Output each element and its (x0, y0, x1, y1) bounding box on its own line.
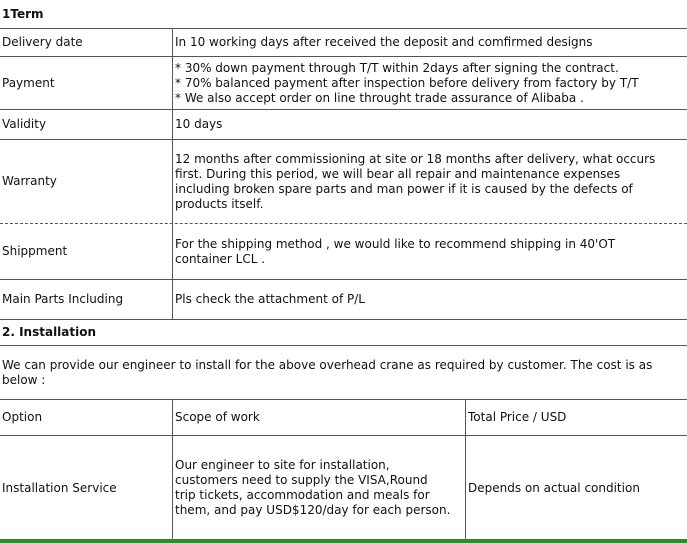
header-price: Total Price / USD (468, 410, 567, 424)
row-value: * 30% down payment through T/T within 2days after signing the contract. * 70% balanced payment after inspection before delivery from factory by T/T * We also accept order on line throught trade assurance of Alibaba . (175, 60, 639, 105)
table-row-warranty (0, 140, 687, 223)
row-label: Main Parts Including (2, 292, 124, 306)
installation-table-header (0, 400, 687, 435)
term-section-title: 1Term (2, 6, 44, 21)
table-row-shippment (0, 224, 687, 279)
table-row-main-parts (0, 280, 687, 319)
row-value: For the shipping method , we would like to recommend shipping in 40'OT container LCL . (175, 236, 616, 266)
row-label: Warranty (2, 174, 57, 188)
row-value: 10 days (175, 117, 223, 131)
divider (0, 139, 687, 140)
header-scope: Scope of work (175, 410, 260, 424)
installation-table-row (0, 436, 687, 540)
divider (0, 56, 687, 57)
row-label: Payment (2, 75, 55, 90)
column-divider (172, 399, 173, 540)
table-row-validity (0, 110, 687, 139)
row-value: Pls check the attachment of P/L (175, 292, 365, 306)
column-divider (172, 28, 173, 320)
divider (0, 435, 687, 436)
column-divider (465, 399, 466, 540)
scope-cell: Our engineer to site for installation, customers need to supply the VISA,Round trip tickets, accommodation and meals for them, and pay USD$120/day for each person. (175, 458, 451, 517)
row-value: 12 months after commissioning at site or 18 months after delivery, what occurs first. During this period, we will bear all repair and maintenance expenses including broken spare parts and man power if it is caused by the defects of products itself. (175, 151, 656, 211)
term-section-title-row (0, 0, 687, 28)
table-row-payment (0, 57, 687, 109)
option-cell: Installation Service (2, 480, 117, 495)
table-row-delivery (0, 29, 687, 56)
row-value: In 10 working days after received the deposit and comfirmed designs (175, 35, 593, 49)
divider (0, 28, 687, 29)
divider (0, 319, 687, 320)
divider (0, 345, 687, 346)
divider-dashed (0, 223, 687, 224)
divider (0, 399, 687, 400)
price-cell: Depends on actual condition (468, 480, 640, 495)
installation-section-title-row (0, 320, 687, 345)
row-label: Validity (2, 117, 47, 131)
header-option: Option (2, 410, 43, 424)
divider (0, 109, 687, 110)
row-label: Delivery date (2, 35, 83, 49)
installation-intro: We can provide our engineer to install for the above overhead crane as required by customer. The cost is as below : (2, 357, 653, 387)
installation-section-title: 2. Installation (2, 325, 97, 339)
row-label: Shippment (2, 244, 68, 258)
installation-intro-row (0, 346, 687, 399)
divider (0, 279, 687, 280)
bottom-accent-bar (0, 539, 687, 543)
